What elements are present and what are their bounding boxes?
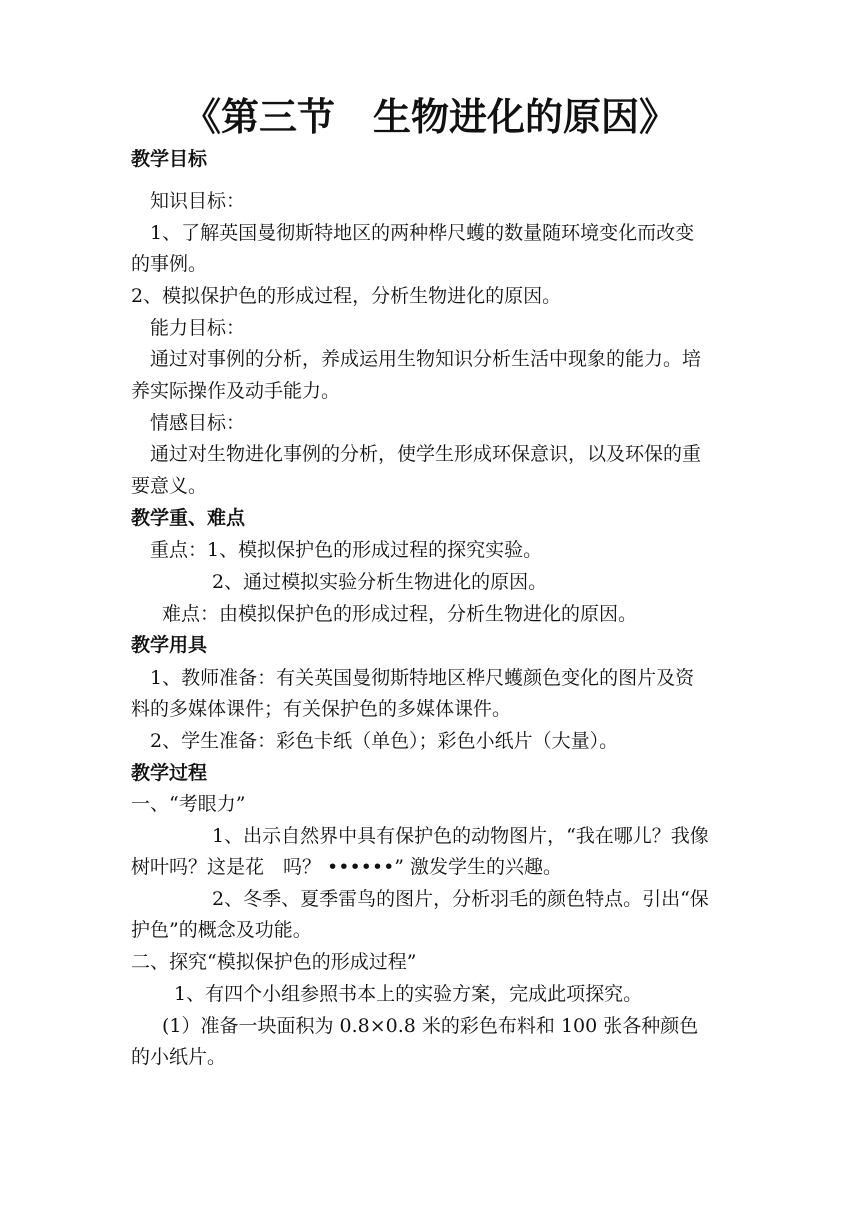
tools-teacher-line2: 料的多媒体课件；有关保护色的多媒体课件。 <box>131 698 512 720</box>
tools-student: 2、学生准备：彩色卡纸（单色）；彩色小纸片（大量）。 <box>150 730 619 752</box>
part2-step1-line1: (1）准备一块面积为 0.8×0.8 米的彩色布料和 100 张各种颜色 <box>162 1015 699 1037</box>
part1-item1-line1: 1、出示自然界中具有保护色的动物图片，“我在哪儿？我像 <box>212 825 709 847</box>
ability-goal-line1: 通过对事例的分析，养成运用生物知识分析生活中现象的能力。培 <box>150 348 702 370</box>
part1-item2-line2: 护色”的概念及功能。 <box>131 919 312 941</box>
difficulty-point: 难点：由模拟保护色的形成过程，分析生物进化的原因。 <box>162 603 638 625</box>
teaching-process-heading: 教学过程 <box>131 762 208 784</box>
knowledge-goal-1-line2: 的事例。 <box>131 253 208 275</box>
part2-title: 二、探究“模拟保护色的形成过程” <box>131 951 417 973</box>
document-title: 《第三节 生物进化的原因》 <box>182 95 677 139</box>
teaching-tools-heading: 教学用具 <box>131 634 208 656</box>
part1-item2-line1: 2、冬季、夏季雷鸟的图片，分析羽毛的颜色特点。引出“保 <box>212 888 709 910</box>
knowledge-goal-1-line1: 1、了解英国曼彻斯特地区的两种桦尺蠖的数量随环境变化而改变 <box>150 222 695 244</box>
part2-step1-line2: 的小纸片。 <box>131 1046 227 1068</box>
ability-goal-line2: 养实际操作及动手能力。 <box>131 380 341 402</box>
key-point-1: 重点：1、模拟保护色的形成过程的探究实验。 <box>150 539 543 561</box>
part1-item1-line2: 树叶吗？这是花 吗？ ••••••” 激发学生的兴趣。 <box>131 856 563 878</box>
part1-title: 一、“考眼力” <box>131 793 246 815</box>
part2-item1: 1、有四个小组参照书本上的实验方案，完成此项探究。 <box>174 983 643 1005</box>
tools-teacher-line1: 1、教师准备：有关英国曼彻斯特地区桦尺蠖颜色变化的图片及资 <box>150 667 695 689</box>
emotion-goal-line1: 通过对生物进化事例的分析，使学生形成环保意识，以及环保的重 <box>150 443 702 465</box>
ability-goal-label: 能力目标： <box>150 317 246 339</box>
knowledge-goal-label: 知识目标： <box>150 190 246 212</box>
emotion-goal-label: 情感目标： <box>150 412 246 434</box>
teaching-goals-heading: 教学目标 <box>131 148 208 170</box>
knowledge-goal-2: 2、模拟保护色的形成过程，分析生物进化的原因。 <box>131 285 562 307</box>
key-points-heading: 教学重、难点 <box>131 507 246 529</box>
key-point-2: 2、通过模拟实验分析生物进化的原因。 <box>212 571 548 593</box>
emotion-goal-line2: 要意义。 <box>131 475 208 497</box>
